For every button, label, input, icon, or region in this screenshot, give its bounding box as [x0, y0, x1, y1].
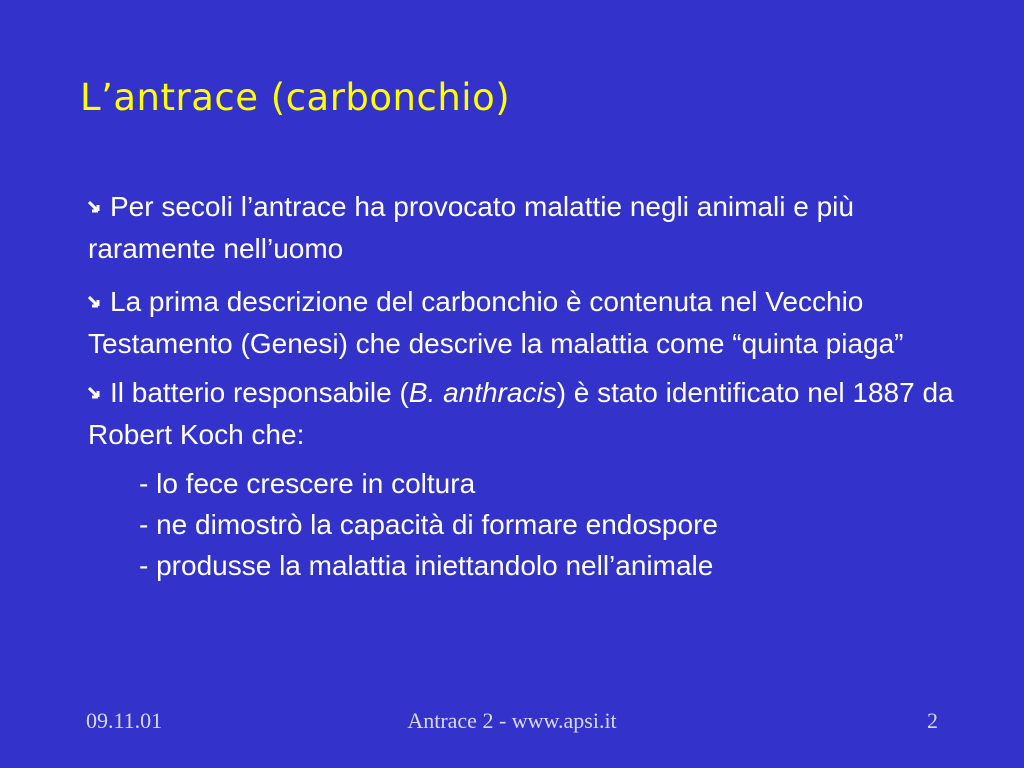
footer-center-text: Antrace 2 - www.apsi.it: [407, 708, 617, 733]
bullet-text-species: B. anthracis: [408, 377, 557, 408]
arrow-bullet-icon: [88, 387, 102, 401]
slide-title: L’antrace (carbonchio): [80, 76, 511, 119]
bullet-item: [88, 281, 968, 365]
bullet-item: [88, 186, 968, 270]
bullet-text-before: Il batterio responsabile (: [110, 377, 409, 408]
arrow-bullet-icon: [88, 201, 102, 215]
footer-page-number: 2: [927, 708, 938, 733]
sub-item: - lo fece crescere in coltura: [139, 468, 476, 499]
slide-body: [88, 186, 968, 586]
footer-date: 09.11.01: [86, 708, 163, 733]
arrow-bullet-icon: [88, 296, 102, 310]
sub-item: - produsse la malattia iniettandolo nell’animale: [139, 550, 714, 581]
bullet-text: La prima descrizione del carbonchio è contenuta nel Vecchio Testamento (Genesi) che descrive la malattia come “quinta piaga”: [88, 286, 904, 359]
sub-item-list: [139, 463, 968, 586]
sub-item: - ne dimostrò la capacità di formare endospore: [139, 509, 718, 540]
bullet-item: [88, 372, 968, 456]
bullet-text-after: ) è stato identificato nel 1887 da Robert Koch che:: [88, 377, 954, 450]
bullet-text: Per secoli l’antrace ha provocato malattie negli animali e più raramente nell’uomo: [88, 191, 854, 264]
